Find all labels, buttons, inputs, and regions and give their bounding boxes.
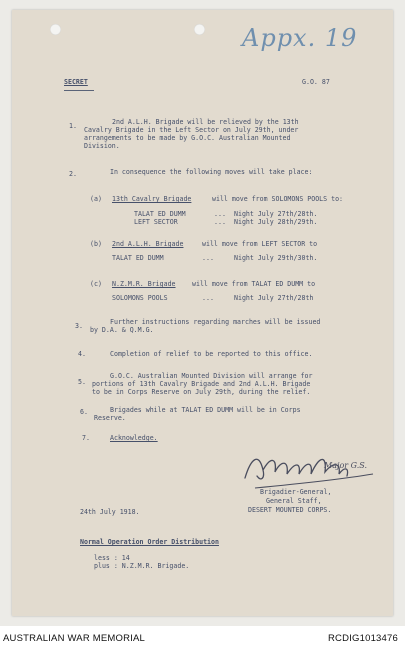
move-a-when-1: Night July 27th/28th. — [234, 210, 318, 218]
move-c-when-1: Night July 27th/28th — [234, 294, 314, 302]
para-7-number: 7. — [82, 434, 90, 442]
classification: SECRET — [64, 78, 88, 86]
move-b-place-1: TALAT ED DUMM — [112, 254, 164, 262]
para-7-line-1: Acknowledge. — [110, 434, 158, 442]
document-date: 24th July 1918. — [80, 508, 140, 516]
para-3-line-1: Further instructions regarding marches will be issued — [110, 318, 321, 326]
para-5-line-2: portions of 13th Cavalry Brigade and 2nd A.L.H. Brigade — [92, 380, 311, 388]
para-1-line-3: arrangements to be made by G.O.C. Australian Mounted — [84, 134, 291, 142]
para-4-line-1: Completion of relief to be reported to this office. — [110, 350, 313, 358]
para-5-number: 5. — [78, 378, 86, 386]
order-reference: G.O. 87 — [302, 78, 330, 86]
signature-title-3: DESERT MOUNTED CORPS. — [248, 506, 332, 514]
move-a-dots-1: ... — [214, 210, 226, 218]
move-c-dots-1: ... — [202, 294, 214, 302]
move-b-dots-1: ... — [202, 254, 214, 262]
para-6-line-2: Reserve. — [94, 414, 126, 422]
distribution-less: less : 14 — [94, 554, 130, 562]
footer-id: RCDIG1013476 — [328, 633, 398, 644]
move-a-when-2: Night July 28th/29th. — [234, 218, 318, 226]
para-4-number: 4. — [78, 350, 86, 358]
move-c-label: (c) — [90, 280, 102, 288]
document-page — [12, 10, 393, 616]
move-a-place-2: LEFT SECTOR — [134, 218, 178, 226]
punch-hole-left — [50, 24, 61, 35]
para-3-number: 3. — [75, 322, 83, 330]
move-a-label: (a) — [90, 195, 102, 203]
move-a-text: will move from SOLOMONS POOLS to: — [212, 195, 344, 203]
para-2-number: 2. — [69, 170, 77, 178]
move-a-dots-2: ... — [214, 218, 226, 226]
signature-title-1: Brigadier-General, — [260, 488, 332, 496]
para-2-line-1: In consequence the following moves will take place: — [110, 168, 313, 176]
para-1-line-4: Division. — [84, 142, 120, 150]
move-c-text: will move from TALAT ED DUMM to — [192, 280, 316, 288]
para-6-number: 6. — [80, 408, 88, 416]
footer-source: AUSTRALIAN WAR MEMORIAL — [3, 633, 146, 644]
handwritten-annotation: Appx. 19 — [242, 24, 358, 52]
para-3-line-2: by D.A. & Q.M.G. — [90, 326, 154, 334]
signature-title-2: General Staff, — [266, 497, 322, 505]
para-5-line-1: G.O.C. Australian Mounted Division will arrange for — [110, 372, 313, 380]
para-5-line-3: to be in Corps Reserve on July 29th, during the relief. — [92, 388, 311, 396]
signature-rank-mark: Major G.S. — [324, 461, 368, 470]
para-1-number: 1. — [69, 122, 77, 130]
para-1-line-1: 2nd A.L.H. Brigade will be relieved by the 13th — [112, 118, 299, 126]
distribution-plus: plus : N.Z.M.R. Brigade. — [94, 562, 190, 570]
punch-hole-right — [194, 24, 205, 35]
move-a-unit: 13th Cavalry Brigade — [112, 195, 192, 203]
move-b-unit: 2nd A.L.H. Brigade — [112, 240, 184, 248]
move-a-place-1: TALAT ED DUMM — [134, 210, 186, 218]
distribution-heading: Normal Operation Order Distribution — [80, 538, 219, 546]
move-c-place-1: SOLOMONS POOLS — [112, 294, 168, 302]
classification-underline — [64, 90, 94, 91]
para-1-line-2: Cavalry Brigade in the Left Sector on July 29th, under — [84, 126, 299, 134]
para-6-line-1: Brigades while at TALAT ED DUMM will be in Corps — [110, 406, 301, 414]
move-b-when-1: Night July 29th/30th. — [234, 254, 318, 262]
move-c-unit: N.Z.M.R. Brigade — [112, 280, 176, 288]
move-b-label: (b) — [90, 240, 102, 248]
move-b-text: will move from LEFT SECTOR to — [202, 240, 318, 248]
